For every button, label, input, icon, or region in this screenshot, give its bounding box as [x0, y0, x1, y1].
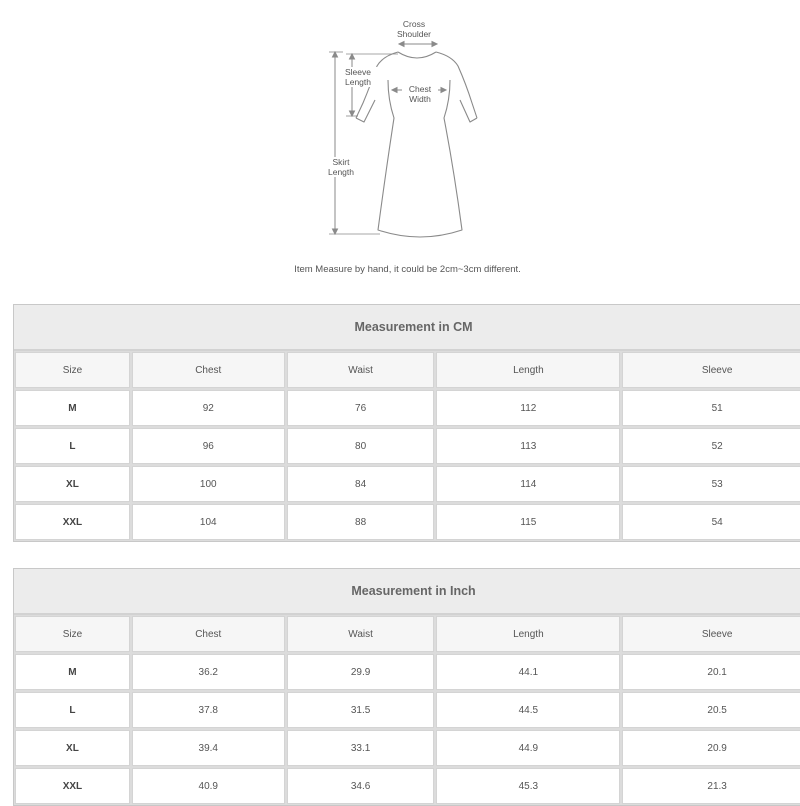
header-length: Length: [436, 352, 620, 388]
chest-cell: 104: [132, 504, 285, 540]
sleeve-length-label: Sleeve Length: [338, 67, 378, 87]
header-size: Size: [15, 616, 130, 652]
waist-cell: 88: [287, 504, 435, 540]
dress-measurement-diagram: [0, 0, 800, 290]
table-header-row: [14, 615, 800, 653]
table-row: [14, 503, 800, 541]
size-cell: XL: [15, 730, 130, 766]
header-chest: Chest: [132, 352, 285, 388]
waist-cell: 76: [287, 390, 435, 426]
dress-outline-icon: [0, 0, 800, 260]
length-cell: 114: [436, 466, 620, 502]
size-cell: M: [15, 390, 130, 426]
cross-shoulder-label: Cross Shoulder: [396, 19, 432, 39]
waist-cell: 80: [287, 428, 435, 464]
header-waist: Waist: [287, 616, 435, 652]
table-header-row: [14, 351, 800, 389]
length-cell: 44.1: [436, 654, 620, 690]
length-cell: 44.5: [436, 692, 620, 728]
waist-cell: 31.5: [287, 692, 435, 728]
table-title: Measurement in Inch: [14, 569, 800, 615]
sleeve-cell: 52: [622, 428, 800, 464]
measurement-table-inch: [13, 568, 800, 806]
chest-width-label: Chest Width: [402, 84, 438, 104]
size-cell: L: [15, 692, 130, 728]
chest-cell: 39.4: [132, 730, 285, 766]
header-waist: Waist: [287, 352, 435, 388]
size-cell: XXL: [15, 768, 130, 804]
size-cell: XL: [15, 466, 130, 502]
table-row: [14, 389, 800, 427]
header-length: Length: [436, 616, 620, 652]
header-size: Size: [15, 352, 130, 388]
table-title: Measurement in CM: [14, 305, 800, 351]
sleeve-cell: 51: [622, 390, 800, 426]
table-row: [14, 465, 800, 503]
sleeve-cell: 54: [622, 504, 800, 540]
size-cell: M: [15, 654, 130, 690]
length-cell: 44.9: [436, 730, 620, 766]
table-row: [14, 653, 800, 691]
length-cell: 113: [436, 428, 620, 464]
chest-cell: 36.2: [132, 654, 285, 690]
length-cell: 112: [436, 390, 620, 426]
header-sleeve: Sleeve: [622, 616, 800, 652]
header-sleeve: Sleeve: [622, 352, 800, 388]
table-row: [14, 729, 800, 767]
waist-cell: 29.9: [287, 654, 435, 690]
waist-cell: 33.1: [287, 730, 435, 766]
chest-cell: 92: [132, 390, 285, 426]
sleeve-cell: 20.5: [622, 692, 800, 728]
waist-cell: 84: [287, 466, 435, 502]
measurement-table-cm: [13, 304, 800, 542]
chest-cell: 37.8: [132, 692, 285, 728]
size-cell: XXL: [15, 504, 130, 540]
sleeve-cell: 53: [622, 466, 800, 502]
sleeve-cell: 21.3: [622, 768, 800, 804]
sleeve-cell: 20.9: [622, 730, 800, 766]
length-cell: 115: [436, 504, 620, 540]
size-cell: L: [15, 428, 130, 464]
chest-cell: 100: [132, 466, 285, 502]
chest-cell: 96: [132, 428, 285, 464]
table-row: [14, 691, 800, 729]
chest-cell: 40.9: [132, 768, 285, 804]
header-chest: Chest: [132, 616, 285, 652]
measure-note: Item Measure by hand, it could be 2cm~3cm different.: [294, 264, 521, 275]
table-row: [14, 427, 800, 465]
length-cell: 45.3: [436, 768, 620, 804]
skirt-length-label: Skirt Length: [322, 157, 360, 177]
waist-cell: 34.6: [287, 768, 435, 804]
sleeve-cell: 20.1: [622, 654, 800, 690]
table-row: [14, 767, 800, 805]
